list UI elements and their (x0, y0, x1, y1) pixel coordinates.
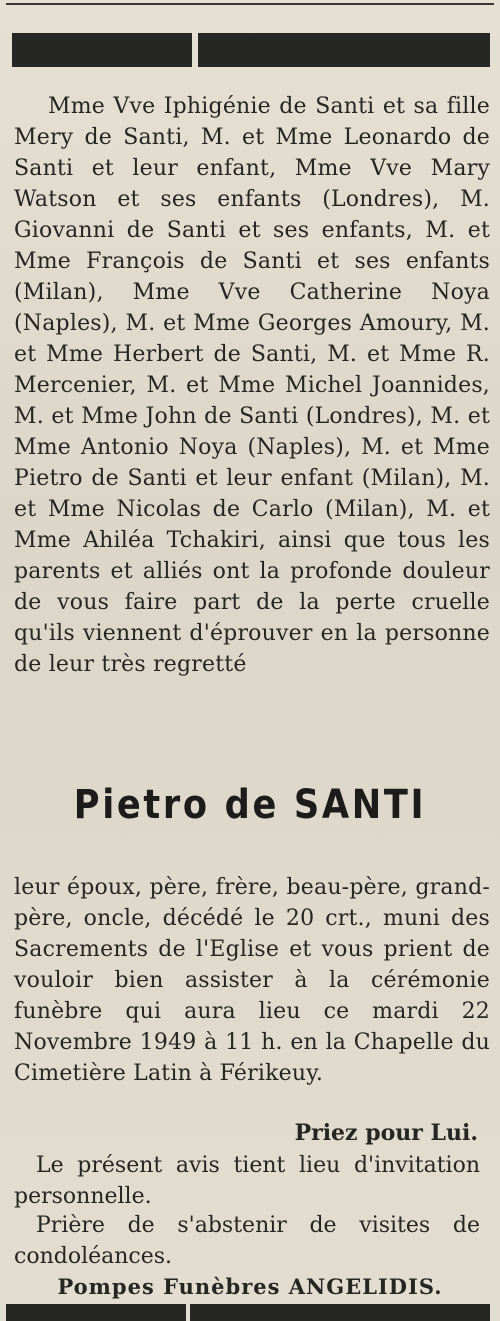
prayer-line: Priez pour Lui. (294, 1120, 478, 1146)
invitation-notice-paragraph: Le présent avis tient lieu d'invitation personnelle. (14, 1153, 480, 1209)
deceased-name-heading: Pietro de SANTI (73, 782, 427, 828)
top-black-bar-right (198, 33, 490, 67)
condolence-request-paragraph: Prière de s'abstenir de visites de condoléances. (14, 1213, 480, 1269)
funeral-details-paragraph: leur époux, père, frère, beau-père, grand-père, oncle, décédé le 20 crt., muni des Sacrements de l'Eglise et vous prient de vouloir bien assister à la cérémonie funèbre qui aura lieu ce mardi 22 Novembre 1949 à 11 h. en la Chapelle du Cimetière Latin à Férikeuy. (14, 875, 490, 1086)
top-black-bar-left (12, 33, 192, 67)
bottom-black-bar-right (190, 1304, 490, 1321)
bottom-black-bar-left (6, 1304, 186, 1321)
top-rule (6, 3, 494, 5)
family-list-paragraph: Mme Vve Iphigénie de Santi et sa fille Mery de Santi, M. et Mme Leonardo de Santi et leur enfant, Mme Vve Mary Watson et ses enfants (Londres), M. Giovanni de Santi et ses enfants, M. et Mme François de Santi et ses enfants (Milan), Mme Vve Catherine Noya (Naples), M. et Mme Georges Amoury, M. et Mme Herbert de Santi, M. et Mme R. Mercenier, M. et Mme Michel Joannides, M. et Mme John de Santi (Londres), M. et Mme Antonio Noya (Naples), M. et Mme Pietro de Santi et leur enfant (Milan), M. et Mme Nicolas de Carlo (Milan), M. et Mme Ahiléa Tchakiri, ainsi que tous les parents et alliés ont la profonde douleur de vous faire part de la perte cruelle qu'ils viennent d'éprouver en la personne de leur très regretté (14, 94, 490, 677)
undertaker-signature: Pompes Funèbres ANGELIDIS. (57, 1274, 443, 1299)
